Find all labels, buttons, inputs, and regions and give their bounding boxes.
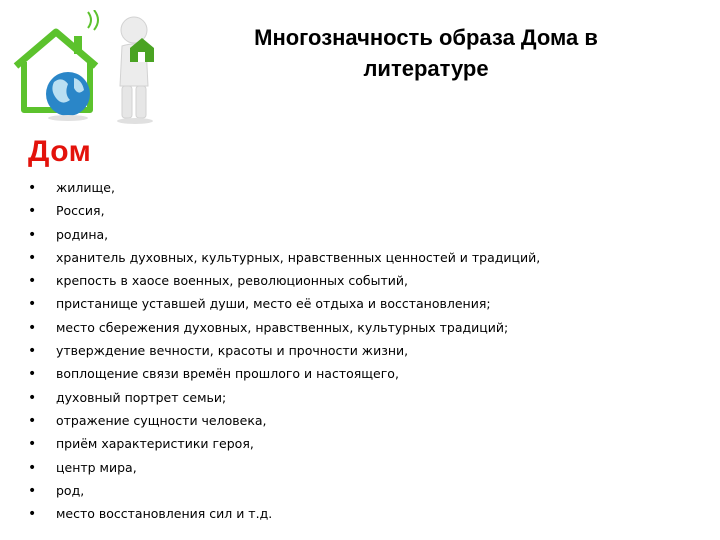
list-item: [28, 223, 540, 246]
list-item: [28, 176, 540, 199]
bullet-icon: •: [28, 296, 37, 313]
bullet-icon: •: [28, 482, 37, 499]
bullet-icon: •: [28, 389, 37, 406]
bullet-icon: •: [28, 273, 37, 290]
list-item-text: родина,: [56, 226, 109, 242]
list-item: [28, 409, 540, 432]
list-item: [28, 339, 540, 362]
bullet-icon: •: [28, 343, 37, 360]
list-item-text: жилище,: [56, 180, 115, 195]
list-item: [28, 432, 540, 455]
list-item: [28, 502, 540, 525]
bullet-icon: •: [28, 226, 37, 243]
list-item-text: воплощение связи времён прошлого и настоящего,: [56, 366, 399, 382]
list-item: [28, 292, 540, 315]
list-item-text: приём характеристики героя,: [56, 436, 254, 452]
list-item-text: центр мира,: [56, 459, 137, 475]
section-heading: Дом: [28, 135, 92, 168]
bullet-icon: •: [28, 366, 37, 383]
list-item: [28, 199, 540, 222]
page-title: Многозначность образа Дома в литературе: [254, 25, 598, 81]
list-item-text: место сбережения духовных, нравственных, культурных традиций;: [56, 319, 509, 335]
list-item: [28, 362, 540, 385]
bullet-icon: •: [28, 459, 37, 476]
bullet-icon: •: [28, 203, 37, 220]
list-item-text: пристанище уставшей души, место её отдыха и восстановления;: [56, 296, 491, 312]
bullet-list: [28, 176, 540, 525]
bullet-icon: •: [28, 412, 37, 429]
list-item: [28, 316, 540, 339]
list-item: [28, 269, 540, 292]
list-item-text: хранитель духовных, культурных, нравственных ценностей и традиций,: [56, 249, 541, 265]
list-item-text: отражение сущности человека,: [56, 412, 267, 428]
bullet-icon: •: [28, 506, 37, 523]
list-item-text: род,: [56, 482, 85, 498]
bullet-icon: •: [28, 319, 37, 336]
house-globe-figure-icon: [8, 10, 176, 128]
list-item: [28, 386, 540, 409]
list-item-text: Россия,: [56, 203, 105, 219]
list-item-text: крепость в хаосе военных, революционных событий,: [56, 273, 408, 289]
list-item-text: место восстановления сил и т.д.: [56, 506, 273, 522]
bullet-icon: •: [28, 436, 37, 453]
list-item: [28, 456, 540, 479]
list-item: [28, 246, 540, 269]
list-item-text: утверждение вечности, красоты и прочности жизни,: [56, 343, 409, 359]
bullet-icon: •: [28, 180, 37, 196]
list-item: [28, 479, 540, 502]
bullet-icon: •: [28, 249, 37, 266]
list-item-text: духовный портрет семьи;: [56, 389, 227, 405]
illustration-svg: [8, 10, 176, 128]
